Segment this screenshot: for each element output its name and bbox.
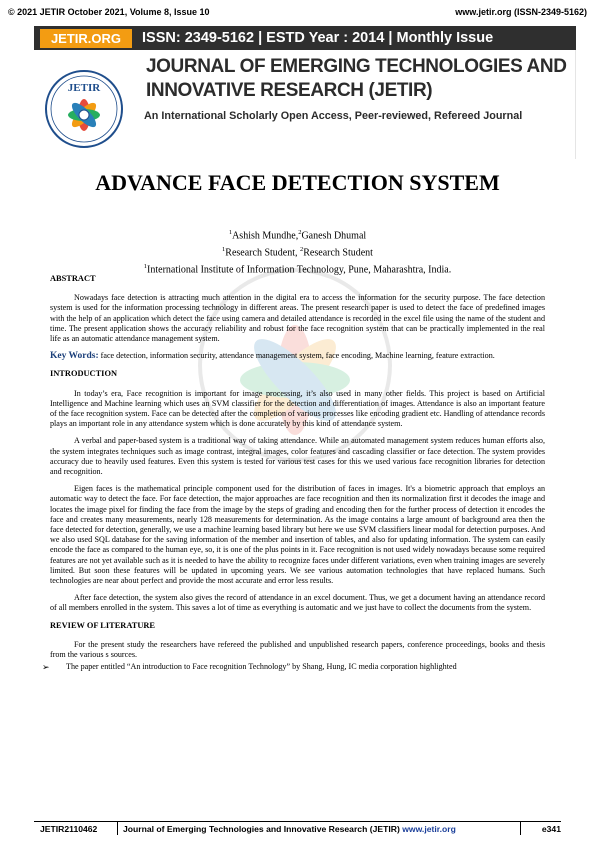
footer-rule <box>34 821 561 822</box>
keywords <box>50 351 545 361</box>
intro-paragraph-3: Eigen faces is the mathematical principle component used for the distribution of faces in images. It's a biometric approach that employs an automatic way to detect the face. For face detection, the major approaches are face recognition and then its normalization first it decodes the image and locates the image pixel for finding the face from the image by the steps of grading and encoding then for the further process of detection it encodes the face and creates many measurements, nearly 128 measurements for determination. As the image contains a large amount of background area then the face detected for detection, generally, we use a machine learning based library but here we use SVM classifiers linear modal for detection purposes. And we also used SQL database for the saving information of the member and insertion of tables, and also for updating information. The system can easily encode the face as compared to the human eye, so, it is one of the plus points in it. Face recognition is not used widely nowadays because some required features are not yet available such as it is needed to have the ability to recognize faces under different variations, even when training images are severely limited. But soon these features will be updated in upcoming years. We see various automation technologies that have replaced humans. Such technologies are near about perfect and provide the most accurate and error less results. <box>50 484 545 586</box>
abstract-paragraph: Nowadays face detection is attracting much attention in the digital era to access the information for the security purpose. The face detection system is used for the information processing technology in different areas. The present research paper is used to detect the face of predefined images with the help of an application which detect the face using camera and detailed attendance is recorded in the excel file using the name of the student and time. The present application shows the accuracy reliability and robust for the face recognition system that can be practically implemented in the real life as an automatic attendance management system. <box>50 293 545 344</box>
review-bullet-item <box>42 662 545 673</box>
logo-text: JETIR <box>67 82 101 94</box>
intro-paragraph-1: In today’s era, Face recognition is important for image processing, it’s also used in many other fields. This project is based on Artificial Intelligence and Machine learning which uses an SVM classifier for the detection and differentiation of images. Attendance is also an important feature of the face recognition system. Face can be detected after the completion of various processes like encoding gradient etc. Handling of attendance records plays an important role in any attendance system which is done accurately by this kind of attendance system. <box>50 388 545 429</box>
role2: Research Student <box>303 247 373 259</box>
author2-name: Ganesh Dhumal <box>301 230 367 242</box>
footer-journal-text: Journal of Emerging Technologies and Innovative Research (JETIR) <box>123 824 403 834</box>
paper-id: JETIR2110462 <box>40 824 98 834</box>
role2-sup: 2 <box>300 245 304 253</box>
jetir-logo <box>43 57 125 153</box>
issn-line: ISSN: 2349-5162 | ESTD Year : 2014 | Monthly Issue <box>142 30 494 46</box>
running-header-right[interactable] <box>455 7 587 17</box>
keywords-text: face detection, information security, attendance management system, face encoding, Machine learning, feature extraction. <box>98 351 495 361</box>
footer-divider-1 <box>117 822 118 835</box>
roles-line <box>0 243 595 260</box>
journal-banner <box>34 26 576 159</box>
role1-sup: 1 <box>222 245 226 253</box>
footer-journal <box>123 824 456 834</box>
review-heading: REVIEW OF LITERATURE <box>50 620 156 630</box>
arrow-bullet-icon: ➢ <box>42 662 50 673</box>
author1-name: Ashish Mundhe, <box>232 230 299 242</box>
affiliation-sup: 1 <box>143 262 148 270</box>
abstract-heading: ABSTRACT <box>50 274 96 283</box>
jetir-tag: JETIR.ORG <box>40 29 132 48</box>
keywords-label: Key Words: <box>50 351 99 362</box>
running-header-left: © 2021 JETIR October 2021, Volume 8, Issue 10 <box>8 7 210 17</box>
running-header <box>8 7 587 19</box>
review-bullet-suffix: by Shang, Hung, IC media corporation highlighted <box>290 662 457 672</box>
intro-paragraph-4: After face detection, the system also gives the record of attendance in an excel document. Thus, we get a document having an attendance record of all members enrolled in the system. This saves a lot of time as everything is automatic and we just have to collect the documents from the system. <box>50 593 545 613</box>
author-block <box>0 226 595 276</box>
introduction-heading: INTRODUCTION <box>50 369 118 379</box>
journal-name-line1: JOURNAL OF EMERGING TECHNOLOGIES AND <box>146 56 567 77</box>
author1-sup: 1 <box>228 229 233 236</box>
affiliation: International Institute of Information Technology, Pune, Maharashtra, India. <box>147 263 452 275</box>
footer-divider-2 <box>520 822 521 835</box>
intro-paragraph-2: A verbal and paper-based system is a traditional way of taking attendance. While an automated management system reduces human efforts also, the system integrates techniques such as image contrast, integral images, color features and cascading classifier or face detection. The system provides accuracy due to heavily used features. Even this system is tested for various test cases for this we used various face recognition libraries for detection and recognition. <box>50 436 545 477</box>
journal-site-link[interactable]: www.jetir.org (ISSN-2349-5162) <box>455 7 587 17</box>
page-number: e341 <box>541 824 561 834</box>
banner-bar <box>34 26 576 50</box>
footer-journal-link[interactable]: www.jetir.org <box>402 824 456 834</box>
review-bullet-quote: “An introduction to Face recognition Technology” <box>126 662 291 672</box>
review-bullet-prefix: The paper entitled <box>66 662 127 672</box>
role1: Research Student, <box>225 247 300 259</box>
author2-sup: 2 <box>298 229 302 236</box>
paper-title: ADVANCE FACE DETECTION SYSTEM <box>95 170 500 195</box>
journal-subtitle: An International Scholarly Open Access, Peer-reviewed, Refereed Journal <box>144 110 523 122</box>
paper-body <box>42 270 545 673</box>
review-paragraph-1: For the present study the researchers have refereed the published and unpublished research papers, conference proceedings, books and thesis from the various s sources. <box>50 639 545 660</box>
journal-name-line2: INNOVATIVE RESEARCH (JETIR) <box>146 80 433 101</box>
authors-line <box>0 226 595 243</box>
